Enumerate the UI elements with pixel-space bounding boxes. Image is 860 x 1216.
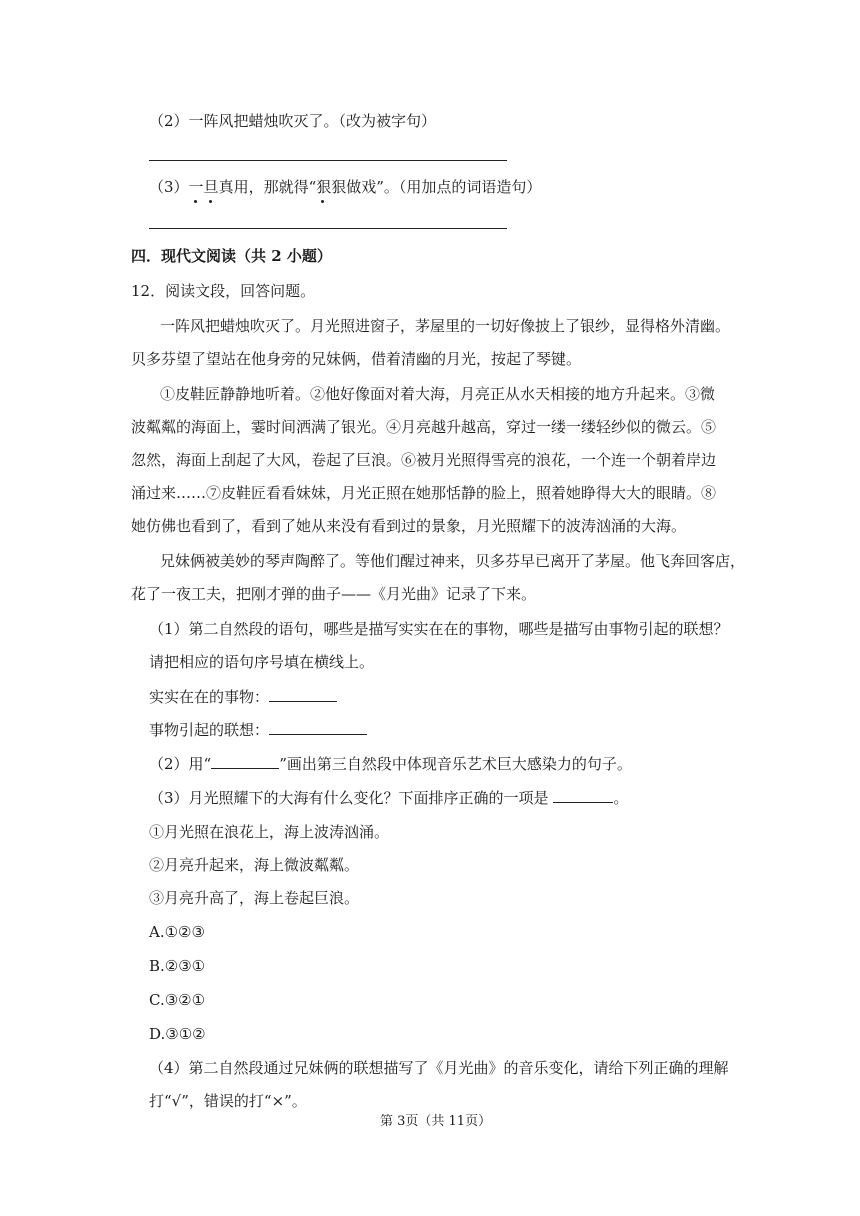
answer-blank[interactable]	[269, 687, 337, 702]
section-title: 四．现代文阅读（共 2 小题）	[131, 247, 332, 265]
option-a[interactable]: A.①②③	[149, 923, 205, 941]
statement: ①月光照在浪花上，海上波涛汹涌。	[149, 823, 390, 841]
answer-line	[149, 160, 507, 161]
sub-question-2	[149, 754, 632, 774]
sub-question-1: （1）第二自然段的语句，哪些是描写实实在在的事物，哪些是描写由事物引起的联想？	[149, 620, 729, 638]
passage-line: 涌过来……⑦皮鞋匠看看妹妹，月光正照在她那恬静的脸上，照着她睁得大大的眼睛。⑧	[131, 484, 717, 502]
real-things-row	[149, 687, 337, 707]
answer-blank[interactable]	[553, 788, 613, 803]
option-c[interactable]: C.③②①	[149, 991, 206, 1009]
passage-line: 花了一夜工夫，把刚才弹的曲子——《月光曲》记录了下来。	[131, 585, 537, 603]
q11-item-2: （2）一阵风把蜡烛吹灭了。（改为被字句）	[149, 112, 437, 130]
passage-line: ①皮鞋匠静静地听着。②他好像面对着大海，月亮正从水天相接的地方升起来。③微	[160, 385, 716, 403]
sub-question-text: （3）月光照耀下的大海有什么变化？下面排序正确的一项是	[149, 789, 549, 807]
option-d[interactable]: D.③①②	[149, 1025, 206, 1043]
item-text: 做戏”。（用加点的词语造句）	[346, 178, 542, 196]
dotted-word	[189, 178, 219, 196]
emphasis-dot	[194, 200, 197, 203]
passage-line: 兄妹俩被美妙的琴声陶醉了。等他们醒过神来，贝多芬早已离开了茅屋。他飞奔回客店，	[160, 552, 746, 570]
sub-question-1-cont: 请把相应的语句序号填在横线上。	[149, 653, 375, 671]
item-text: 真用，那就得“	[218, 178, 317, 196]
passage-line: 她仿佛也看到了，看到了她从来没有看到过的景象，月光照耀下的波涛汹涌的大海。	[131, 517, 687, 535]
page-footer: 第 3页（共 11页）	[380, 1114, 492, 1129]
emphasis-dot	[321, 200, 324, 203]
option-b[interactable]: B.②③①	[149, 957, 206, 975]
answer-line	[149, 228, 507, 229]
sub-question-text: （2）用“	[149, 755, 212, 773]
sub-question-4: （4）第二自然段通过兄妹俩的联想描写了《月光曲》的音乐变化，请给下列正确的理解	[149, 1059, 729, 1077]
sub-question-4-cont: 打“√”，错误的打“×”。	[149, 1092, 307, 1110]
dotted-word	[316, 178, 346, 196]
dotted-text: 狠狠	[316, 178, 347, 196]
association-label: 事物引起的联想：	[149, 721, 270, 739]
statement: ②月亮升起来，海上微波粼粼。	[149, 856, 360, 874]
passage-line: 忽然，海面上刮起了大风，卷起了巨浪。⑥被月光照得雪亮的浪花，一个连一个朝着岸边	[131, 451, 717, 469]
question-stem: 12．阅读文段，回答问题。	[131, 282, 316, 300]
association-row	[149, 720, 367, 740]
answer-blank[interactable]	[269, 720, 367, 735]
dotted-text: 一旦	[188, 178, 219, 196]
sub-question-text: ”画出第三自然段中体现音乐艺术巨大感染力的句子。	[279, 755, 632, 773]
statement: ③月亮升高了，海上卷起巨浪。	[149, 889, 360, 907]
item-number: （3）	[149, 178, 189, 196]
sub-question-3	[149, 788, 628, 808]
passage-line: 波粼粼的海面上，霎时间洒满了银光。④月亮越升越高，穿过一缕一缕轻纱似的微云。⑤	[131, 418, 717, 436]
passage-line: 一阵风把蜡烛吹灭了。月光照进窗子，茅屋里的一切好像披上了银纱，显得格外清幽。	[160, 317, 731, 335]
underline-sample	[211, 754, 279, 769]
real-things-label: 实实在在的事物：	[149, 688, 270, 706]
passage-line: 贝多芬望了望站在他身旁的兄妹俩，借着清幽的月光，按起了琴键。	[131, 350, 582, 368]
q11-item-3	[149, 177, 541, 197]
sub-question-text: 。	[613, 789, 629, 807]
emphasis-dot	[209, 200, 212, 203]
